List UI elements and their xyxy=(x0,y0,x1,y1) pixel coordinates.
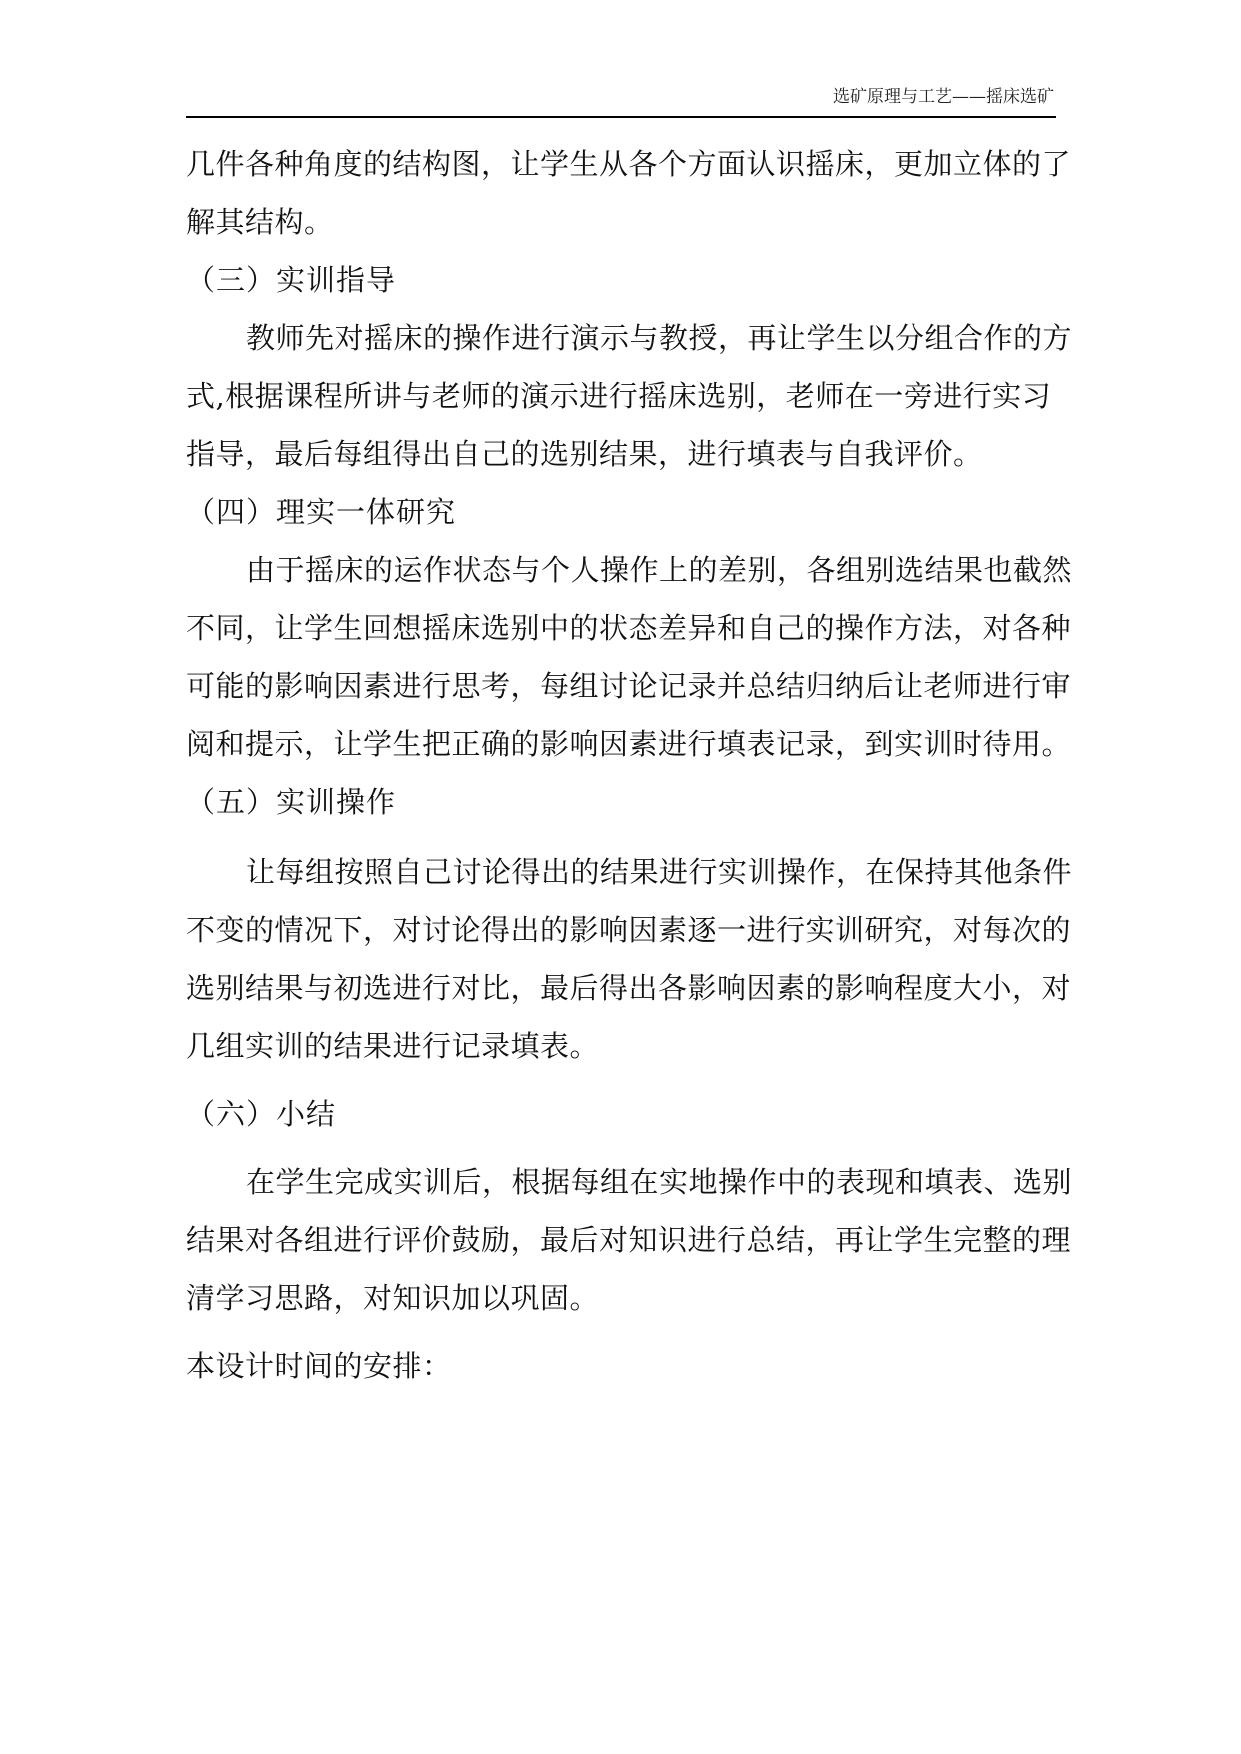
paragraph-line: 清学习思路，对知识加以巩固。 xyxy=(186,1281,600,1315)
page-header xyxy=(186,86,1056,118)
paragraph-line: 解其结构。 xyxy=(186,205,334,239)
paragraph-line: 几件各种角度的结构图，让学生从各个方面认识摇床，更加立体的了 xyxy=(186,147,1072,181)
paragraph-line: 结果对各组进行评价鼓励，最后对知识进行总结，再让学生完整的理 xyxy=(186,1223,1072,1257)
header-title: 选矿原理与工艺——摇床选矿 xyxy=(833,87,1054,107)
paragraph-line: 几组实训的结果进行记录填表。 xyxy=(186,1029,600,1063)
paragraph-line: 让每组按照自己讨论得出的结果进行实训操作，在保持其他条件 xyxy=(246,855,1073,889)
section-heading-summary: （六）小结 xyxy=(186,1097,337,1131)
paragraph-line: 可能的影响因素进行思考，每组讨论记录并总结归纳后让老师进行审 xyxy=(186,669,1072,703)
paragraph-line: 在学生完成实训后，根据每组在实地操作中的表现和填表、选别 xyxy=(246,1165,1073,1199)
paragraph-line: 由于摇床的运作状态与个人操作上的差别，各组别选结果也截然 xyxy=(246,553,1073,587)
section-heading-training-operation: （五）实训操作 xyxy=(186,785,397,819)
section-heading-training-guidance: （三）实训指导 xyxy=(186,263,397,297)
paragraph-line: 式,根据课程所讲与老师的演示进行摇床选别，老师在一旁进行实习 xyxy=(186,379,1052,413)
paragraph-line: 选别结果与初选进行对比，最后得出各影响因素的影响程度大小，对 xyxy=(186,971,1072,1005)
section-heading-integrated-research: （四）理实一体研究 xyxy=(186,495,457,529)
paragraph-line: 教师先对摇床的操作进行演示与教授，再让学生以分组合作的方 xyxy=(246,321,1073,355)
schedule-intro-line: 本设计时间的安排： xyxy=(186,1349,452,1383)
paragraph-line: 不同，让学生回想摇床选别中的状态差异和自己的操作方法，对各种 xyxy=(186,611,1072,645)
paragraph-line: 指导，最后每组得出自己的选别结果，进行填表与自我评价。 xyxy=(186,437,983,471)
paragraph-line: 阅和提示，让学生把正确的影响因素进行填表记录，到实训时待用。 xyxy=(186,727,1072,761)
paragraph-line: 不变的情况下，对讨论得出的影响因素逐一进行实训研究，对每次的 xyxy=(186,913,1072,947)
